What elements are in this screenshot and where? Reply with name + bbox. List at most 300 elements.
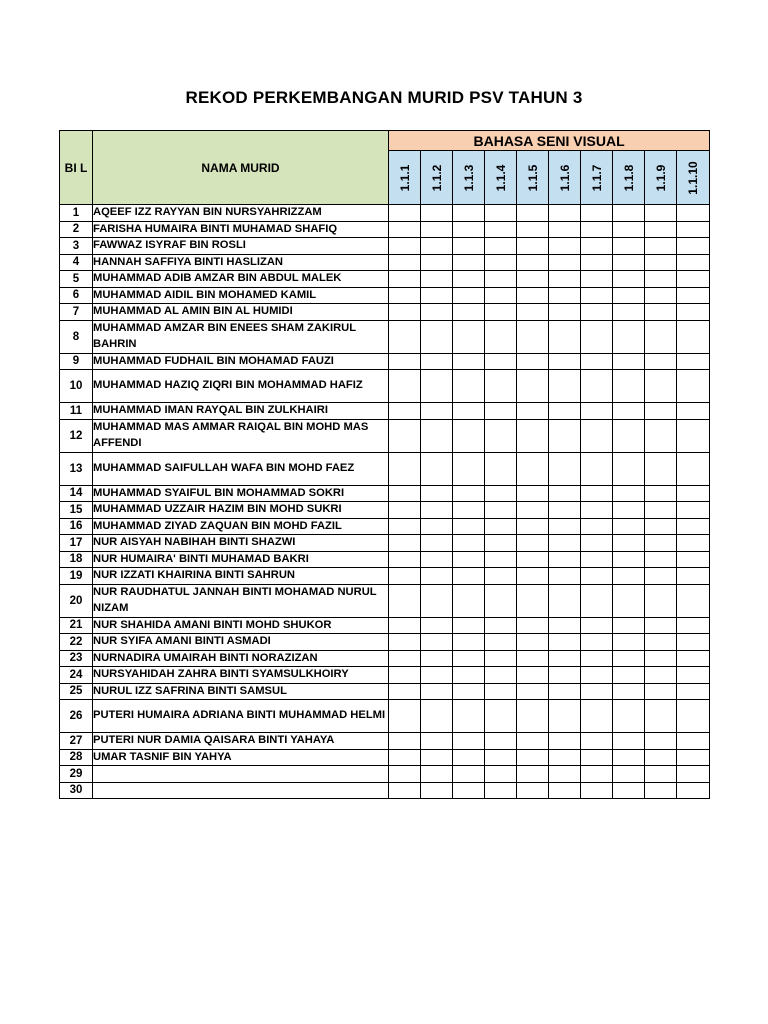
mark-cell[interactable] (613, 733, 645, 750)
mark-cell[interactable] (645, 518, 677, 535)
mark-cell[interactable] (581, 353, 613, 370)
mark-cell[interactable] (549, 617, 581, 634)
mark-cell[interactable] (645, 502, 677, 519)
mark-cell[interactable] (421, 766, 453, 783)
mark-cell[interactable] (453, 205, 485, 222)
mark-cell[interactable] (453, 535, 485, 552)
mark-cell[interactable] (453, 667, 485, 684)
mark-cell[interactable] (549, 485, 581, 502)
mark-cell[interactable] (549, 287, 581, 304)
mark-cell[interactable] (645, 749, 677, 766)
mark-cell[interactable] (581, 568, 613, 585)
mark-cell[interactable] (389, 700, 421, 733)
mark-cell[interactable] (517, 766, 549, 783)
mark-cell[interactable] (485, 683, 517, 700)
mark-cell[interactable] (581, 700, 613, 733)
mark-cell[interactable] (485, 749, 517, 766)
mark-cell[interactable] (453, 634, 485, 651)
mark-cell[interactable] (389, 502, 421, 519)
mark-cell[interactable] (485, 304, 517, 321)
mark-cell[interactable] (453, 617, 485, 634)
mark-cell[interactable] (485, 502, 517, 519)
mark-cell[interactable] (421, 584, 453, 617)
mark-cell[interactable] (453, 650, 485, 667)
mark-cell[interactable] (581, 485, 613, 502)
mark-cell[interactable] (581, 749, 613, 766)
mark-cell[interactable] (581, 403, 613, 420)
mark-cell[interactable] (453, 403, 485, 420)
mark-cell[interactable] (517, 304, 549, 321)
mark-cell[interactable] (389, 650, 421, 667)
mark-cell[interactable] (613, 320, 645, 353)
mark-cell[interactable] (389, 287, 421, 304)
mark-cell[interactable] (645, 667, 677, 684)
mark-cell[interactable] (549, 749, 581, 766)
mark-cell[interactable] (549, 502, 581, 519)
mark-cell[interactable] (421, 205, 453, 222)
mark-cell[interactable] (677, 370, 710, 403)
mark-cell[interactable] (613, 485, 645, 502)
mark-cell[interactable] (485, 370, 517, 403)
mark-cell[interactable] (485, 535, 517, 552)
mark-cell[interactable] (645, 535, 677, 552)
mark-cell[interactable] (421, 370, 453, 403)
mark-cell[interactable] (517, 782, 549, 799)
mark-cell[interactable] (517, 535, 549, 552)
mark-cell[interactable] (613, 238, 645, 255)
mark-cell[interactable] (645, 733, 677, 750)
mark-cell[interactable] (645, 320, 677, 353)
mark-cell[interactable] (517, 650, 549, 667)
mark-cell[interactable] (677, 452, 710, 485)
mark-cell[interactable] (485, 667, 517, 684)
mark-cell[interactable] (677, 254, 710, 271)
mark-cell[interactable] (549, 551, 581, 568)
mark-cell[interactable] (453, 320, 485, 353)
mark-cell[interactable] (485, 551, 517, 568)
mark-cell[interactable] (485, 238, 517, 255)
mark-cell[interactable] (581, 551, 613, 568)
mark-cell[interactable] (453, 238, 485, 255)
mark-cell[interactable] (421, 667, 453, 684)
mark-cell[interactable] (549, 518, 581, 535)
mark-cell[interactable] (645, 353, 677, 370)
mark-cell[interactable] (645, 634, 677, 651)
mark-cell[interactable] (453, 304, 485, 321)
mark-cell[interactable] (549, 683, 581, 700)
mark-cell[interactable] (613, 650, 645, 667)
mark-cell[interactable] (421, 287, 453, 304)
mark-cell[interactable] (453, 782, 485, 799)
mark-cell[interactable] (645, 403, 677, 420)
mark-cell[interactable] (421, 419, 453, 452)
mark-cell[interactable] (677, 403, 710, 420)
mark-cell[interactable] (389, 419, 421, 452)
mark-cell[interactable] (677, 617, 710, 634)
mark-cell[interactable] (453, 733, 485, 750)
mark-cell[interactable] (613, 287, 645, 304)
mark-cell[interactable] (389, 667, 421, 684)
mark-cell[interactable] (485, 650, 517, 667)
mark-cell[interactable] (389, 782, 421, 799)
mark-cell[interactable] (389, 238, 421, 255)
mark-cell[interactable] (421, 535, 453, 552)
mark-cell[interactable] (421, 518, 453, 535)
mark-cell[interactable] (581, 782, 613, 799)
mark-cell[interactable] (549, 782, 581, 799)
mark-cell[interactable] (389, 518, 421, 535)
mark-cell[interactable] (613, 766, 645, 783)
mark-cell[interactable] (581, 419, 613, 452)
mark-cell[interactable] (453, 271, 485, 288)
mark-cell[interactable] (613, 551, 645, 568)
mark-cell[interactable] (421, 650, 453, 667)
mark-cell[interactable] (549, 254, 581, 271)
mark-cell[interactable] (517, 238, 549, 255)
mark-cell[interactable] (517, 485, 549, 502)
mark-cell[interactable] (613, 518, 645, 535)
mark-cell[interactable] (645, 782, 677, 799)
mark-cell[interactable] (645, 766, 677, 783)
mark-cell[interactable] (645, 254, 677, 271)
mark-cell[interactable] (677, 518, 710, 535)
mark-cell[interactable] (485, 485, 517, 502)
mark-cell[interactable] (677, 353, 710, 370)
mark-cell[interactable] (485, 403, 517, 420)
mark-cell[interactable] (517, 667, 549, 684)
mark-cell[interactable] (453, 370, 485, 403)
mark-cell[interactable] (421, 733, 453, 750)
mark-cell[interactable] (389, 485, 421, 502)
mark-cell[interactable] (645, 700, 677, 733)
mark-cell[interactable] (677, 551, 710, 568)
mark-cell[interactable] (389, 221, 421, 238)
mark-cell[interactable] (581, 683, 613, 700)
mark-cell[interactable] (645, 485, 677, 502)
mark-cell[interactable] (677, 782, 710, 799)
mark-cell[interactable] (389, 749, 421, 766)
mark-cell[interactable] (389, 617, 421, 634)
mark-cell[interactable] (677, 535, 710, 552)
mark-cell[interactable] (549, 535, 581, 552)
mark-cell[interactable] (549, 667, 581, 684)
mark-cell[interactable] (677, 205, 710, 222)
mark-cell[interactable] (549, 419, 581, 452)
mark-cell[interactable] (677, 700, 710, 733)
mark-cell[interactable] (677, 485, 710, 502)
mark-cell[interactable] (613, 634, 645, 651)
mark-cell[interactable] (389, 766, 421, 783)
mark-cell[interactable] (613, 667, 645, 684)
mark-cell[interactable] (421, 634, 453, 651)
mark-cell[interactable] (645, 452, 677, 485)
mark-cell[interactable] (453, 485, 485, 502)
mark-cell[interactable] (485, 733, 517, 750)
mark-cell[interactable] (581, 518, 613, 535)
mark-cell[interactable] (389, 683, 421, 700)
mark-cell[interactable] (549, 370, 581, 403)
mark-cell[interactable] (677, 320, 710, 353)
mark-cell[interactable] (613, 452, 645, 485)
mark-cell[interactable] (549, 353, 581, 370)
mark-cell[interactable] (517, 287, 549, 304)
mark-cell[interactable] (613, 254, 645, 271)
mark-cell[interactable] (517, 221, 549, 238)
mark-cell[interactable] (517, 584, 549, 617)
mark-cell[interactable] (517, 700, 549, 733)
mark-cell[interactable] (453, 766, 485, 783)
mark-cell[interactable] (421, 304, 453, 321)
mark-cell[interactable] (453, 254, 485, 271)
mark-cell[interactable] (581, 617, 613, 634)
mark-cell[interactable] (421, 320, 453, 353)
mark-cell[interactable] (549, 700, 581, 733)
mark-cell[interactable] (517, 320, 549, 353)
mark-cell[interactable] (517, 419, 549, 452)
mark-cell[interactable] (645, 205, 677, 222)
mark-cell[interactable] (581, 287, 613, 304)
mark-cell[interactable] (613, 749, 645, 766)
mark-cell[interactable] (389, 568, 421, 585)
mark-cell[interactable] (677, 221, 710, 238)
mark-cell[interactable] (485, 782, 517, 799)
mark-cell[interactable] (581, 650, 613, 667)
mark-cell[interactable] (677, 667, 710, 684)
mark-cell[interactable] (517, 634, 549, 651)
mark-cell[interactable] (549, 205, 581, 222)
mark-cell[interactable] (517, 551, 549, 568)
mark-cell[interactable] (677, 584, 710, 617)
mark-cell[interactable] (517, 683, 549, 700)
mark-cell[interactable] (613, 700, 645, 733)
mark-cell[interactable] (613, 353, 645, 370)
mark-cell[interactable] (581, 271, 613, 288)
mark-cell[interactable] (389, 551, 421, 568)
mark-cell[interactable] (613, 535, 645, 552)
mark-cell[interactable] (453, 568, 485, 585)
mark-cell[interactable] (581, 205, 613, 222)
mark-cell[interactable] (453, 353, 485, 370)
mark-cell[interactable] (389, 403, 421, 420)
mark-cell[interactable] (389, 634, 421, 651)
mark-cell[interactable] (453, 452, 485, 485)
mark-cell[interactable] (485, 320, 517, 353)
mark-cell[interactable] (613, 419, 645, 452)
mark-cell[interactable] (517, 205, 549, 222)
mark-cell[interactable] (645, 287, 677, 304)
mark-cell[interactable] (453, 700, 485, 733)
mark-cell[interactable] (389, 271, 421, 288)
mark-cell[interactable] (421, 617, 453, 634)
mark-cell[interactable] (645, 370, 677, 403)
mark-cell[interactable] (453, 502, 485, 519)
mark-cell[interactable] (677, 238, 710, 255)
mark-cell[interactable] (421, 502, 453, 519)
mark-cell[interactable] (421, 485, 453, 502)
mark-cell[interactable] (613, 370, 645, 403)
mark-cell[interactable] (517, 403, 549, 420)
mark-cell[interactable] (421, 221, 453, 238)
mark-cell[interactable] (485, 254, 517, 271)
mark-cell[interactable] (677, 568, 710, 585)
mark-cell[interactable] (421, 452, 453, 485)
mark-cell[interactable] (581, 535, 613, 552)
mark-cell[interactable] (677, 766, 710, 783)
mark-cell[interactable] (549, 584, 581, 617)
mark-cell[interactable] (389, 535, 421, 552)
mark-cell[interactable] (549, 568, 581, 585)
mark-cell[interactable] (389, 353, 421, 370)
mark-cell[interactable] (677, 683, 710, 700)
mark-cell[interactable] (581, 304, 613, 321)
mark-cell[interactable] (389, 304, 421, 321)
mark-cell[interactable] (421, 238, 453, 255)
mark-cell[interactable] (485, 271, 517, 288)
mark-cell[interactable] (581, 221, 613, 238)
mark-cell[interactable] (517, 617, 549, 634)
mark-cell[interactable] (613, 782, 645, 799)
mark-cell[interactable] (485, 287, 517, 304)
mark-cell[interactable] (549, 766, 581, 783)
mark-cell[interactable] (613, 568, 645, 585)
mark-cell[interactable] (517, 353, 549, 370)
mark-cell[interactable] (389, 452, 421, 485)
mark-cell[interactable] (677, 733, 710, 750)
mark-cell[interactable] (485, 584, 517, 617)
mark-cell[interactable] (421, 271, 453, 288)
mark-cell[interactable] (453, 221, 485, 238)
mark-cell[interactable] (581, 502, 613, 519)
mark-cell[interactable] (453, 683, 485, 700)
mark-cell[interactable] (613, 205, 645, 222)
mark-cell[interactable] (453, 584, 485, 617)
mark-cell[interactable] (421, 782, 453, 799)
mark-cell[interactable] (549, 650, 581, 667)
mark-cell[interactable] (549, 320, 581, 353)
mark-cell[interactable] (581, 452, 613, 485)
mark-cell[interactable] (677, 304, 710, 321)
mark-cell[interactable] (677, 634, 710, 651)
mark-cell[interactable] (517, 271, 549, 288)
mark-cell[interactable] (581, 584, 613, 617)
mark-cell[interactable] (485, 205, 517, 222)
mark-cell[interactable] (549, 733, 581, 750)
mark-cell[interactable] (613, 271, 645, 288)
mark-cell[interactable] (485, 568, 517, 585)
mark-cell[interactable] (517, 452, 549, 485)
mark-cell[interactable] (581, 238, 613, 255)
mark-cell[interactable] (549, 634, 581, 651)
mark-cell[interactable] (485, 518, 517, 535)
mark-cell[interactable] (453, 518, 485, 535)
mark-cell[interactable] (485, 353, 517, 370)
mark-cell[interactable] (677, 502, 710, 519)
mark-cell[interactable] (677, 419, 710, 452)
mark-cell[interactable] (389, 320, 421, 353)
mark-cell[interactable] (485, 452, 517, 485)
mark-cell[interactable] (549, 238, 581, 255)
mark-cell[interactable] (677, 271, 710, 288)
mark-cell[interactable] (645, 650, 677, 667)
mark-cell[interactable] (517, 733, 549, 750)
mark-cell[interactable] (485, 221, 517, 238)
mark-cell[interactable] (645, 584, 677, 617)
mark-cell[interactable] (453, 287, 485, 304)
mark-cell[interactable] (485, 617, 517, 634)
mark-cell[interactable] (581, 766, 613, 783)
mark-cell[interactable] (645, 304, 677, 321)
mark-cell[interactable] (453, 419, 485, 452)
mark-cell[interactable] (645, 221, 677, 238)
mark-cell[interactable] (549, 221, 581, 238)
mark-cell[interactable] (581, 254, 613, 271)
mark-cell[interactable] (421, 403, 453, 420)
mark-cell[interactable] (581, 634, 613, 651)
mark-cell[interactable] (645, 683, 677, 700)
mark-cell[interactable] (485, 419, 517, 452)
mark-cell[interactable] (677, 749, 710, 766)
mark-cell[interactable] (389, 205, 421, 222)
mark-cell[interactable] (549, 403, 581, 420)
mark-cell[interactable] (421, 254, 453, 271)
mark-cell[interactable] (549, 271, 581, 288)
mark-cell[interactable] (421, 700, 453, 733)
mark-cell[interactable] (613, 304, 645, 321)
mark-cell[interactable] (485, 700, 517, 733)
mark-cell[interactable] (421, 551, 453, 568)
mark-cell[interactable] (517, 370, 549, 403)
mark-cell[interactable] (517, 568, 549, 585)
mark-cell[interactable] (517, 254, 549, 271)
mark-cell[interactable] (613, 403, 645, 420)
mark-cell[interactable] (453, 749, 485, 766)
mark-cell[interactable] (613, 502, 645, 519)
mark-cell[interactable] (421, 568, 453, 585)
mark-cell[interactable] (421, 683, 453, 700)
mark-cell[interactable] (581, 320, 613, 353)
mark-cell[interactable] (581, 370, 613, 403)
mark-cell[interactable] (677, 650, 710, 667)
mark-cell[interactable] (581, 667, 613, 684)
mark-cell[interactable] (549, 452, 581, 485)
mark-cell[interactable] (421, 353, 453, 370)
mark-cell[interactable] (389, 370, 421, 403)
mark-cell[interactable] (453, 551, 485, 568)
mark-cell[interactable] (677, 287, 710, 304)
mark-cell[interactable] (645, 617, 677, 634)
mark-cell[interactable] (517, 749, 549, 766)
mark-cell[interactable] (517, 518, 549, 535)
mark-cell[interactable] (549, 304, 581, 321)
mark-cell[interactable] (613, 617, 645, 634)
mark-cell[interactable] (645, 271, 677, 288)
mark-cell[interactable] (421, 749, 453, 766)
mark-cell[interactable] (581, 733, 613, 750)
mark-cell[interactable] (645, 568, 677, 585)
mark-cell[interactable] (485, 634, 517, 651)
mark-cell[interactable] (613, 221, 645, 238)
mark-cell[interactable] (645, 419, 677, 452)
mark-cell[interactable] (389, 733, 421, 750)
mark-cell[interactable] (389, 584, 421, 617)
mark-cell[interactable] (517, 502, 549, 519)
mark-cell[interactable] (613, 683, 645, 700)
mark-cell[interactable] (645, 238, 677, 255)
mark-cell[interactable] (645, 551, 677, 568)
mark-cell[interactable] (389, 254, 421, 271)
mark-cell[interactable] (485, 766, 517, 783)
mark-cell[interactable] (613, 584, 645, 617)
